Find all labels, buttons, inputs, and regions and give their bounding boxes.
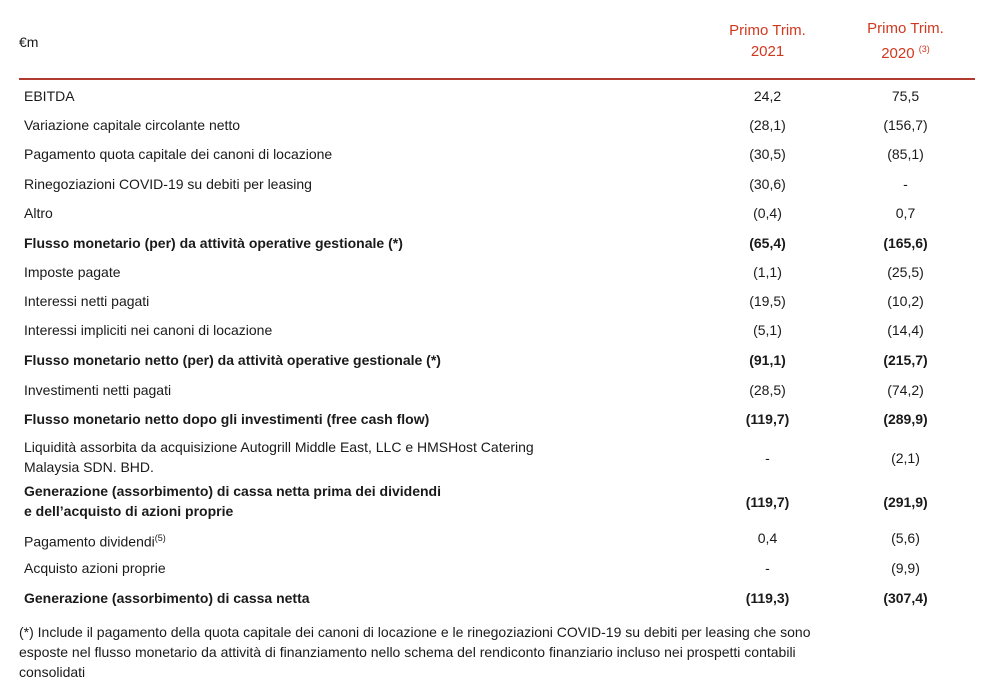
value-2021: (30,6) [749,176,786,192]
value-2020: (2,1) [891,450,920,466]
value-2021: (91,1) [749,352,786,368]
unit-label: €m [19,34,39,50]
table-header [0,0,989,78]
column-header-2020-note: (3) [918,44,930,54]
value-2021: (65,4) [749,235,786,251]
value-2020: (165,6) [883,235,928,251]
value-2021: (5,1) [753,322,782,338]
value-2020: (10,2) [887,293,924,309]
row-label: Flusso monetario netto dopo gli investimenti (free cash flow) [24,411,430,427]
value-2021: (0,4) [753,205,782,221]
value-2020: (85,1) [887,146,924,162]
row-label: EBITDA [24,88,75,104]
row-label: Acquisto azioni proprie [24,560,166,576]
value-2021: (30,5) [749,146,786,162]
value-2020: (291,9) [883,494,928,510]
value-2021: (119,7) [745,494,790,510]
column-header-2020 [843,18,968,64]
value-2020: (289,9) [883,411,928,427]
value-2020: (5,6) [891,530,920,546]
value-2020: (215,7) [883,352,928,368]
column-header-2021-line1: Primo Trim. [729,22,806,39]
row-label: Rinegoziazioni COVID-19 su debiti per leasing [24,176,312,192]
row-label-line1: Liquidità assorbita da acquisizione Autogrill Middle East, LLC e HMSHost Catering [24,439,534,455]
row-label: Pagamento quota capitale dei canoni di locazione [24,146,333,162]
footnote-line1: (*) Include il pagamento della quota capitale dei canoni di locazione e le rinegoziazioni COVID-19 su debiti per leasing che sono [19,624,811,640]
row-label [24,528,166,552]
value-2021: (119,7) [745,411,790,427]
row-label: Flusso monetario (per) da attività operative gestionale (*) [24,235,403,251]
column-header-2020-line2 [843,39,968,64]
column-header-2020-year: 2020 [881,45,915,62]
value-2021: (119,3) [745,590,790,606]
row-label-text: Pagamento dividendi [24,533,155,550]
value-2021: (1,1) [753,264,782,280]
column-header-2021-line2: 2021 [750,43,785,60]
row-label [24,437,534,477]
row-label-line1: Generazione (assorbimento) di cassa netta prima dei dividendi [24,483,441,499]
footnote [19,622,959,682]
footnote-line2: esposte nel flusso monetario da attività di finanziamento nello schema del rendiconto finanziario incluso nei prospetti contabili [19,644,796,660]
row-label-line2: Malaysia SDN. BHD. [24,459,154,475]
row-label: Interessi netti pagati [24,293,150,309]
value-2021: (28,1) [749,117,786,133]
value-2021: (28,5) [749,382,786,398]
row-label: Variazione capitale circolante netto [24,117,241,133]
row-label-line2: e dell’acquisto di azioni proprie [24,503,234,519]
value-2021: - [765,560,770,576]
value-2021: - [765,450,770,466]
row-label: Altro [24,205,53,221]
row-label: Flusso monetario netto (per) da attività operative gestionale (*) [24,352,441,368]
value-2021: 24,2 [753,88,782,104]
column-header-2021 [705,20,830,62]
column-header-2020-line1: Primo Trim. [867,20,944,37]
value-2020: (307,4) [883,590,928,606]
value-2021: (19,5) [749,293,786,309]
row-label-note: (5) [154,533,166,543]
value-2020: (25,5) [887,264,924,280]
row-label: Imposte pagate [24,264,121,280]
header-rule [19,78,975,80]
footnote-line3: consolidati [19,664,86,680]
row-label: Interessi impliciti nei canoni di locazione [24,322,273,338]
row-label: Generazione (assorbimento) di cassa netta [24,590,310,606]
value-2020: (9,9) [891,560,920,576]
value-2020: 0,7 [895,205,916,221]
value-2020: 75,5 [891,88,920,104]
value-2020: (14,4) [887,322,924,338]
value-2020: (156,7) [883,117,928,133]
row-label: Investimenti netti pagati [24,382,172,398]
value-2020: - [903,176,908,192]
value-2021: 0,4 [757,530,778,546]
row-label [24,481,441,521]
value-2020: (74,2) [887,382,924,398]
